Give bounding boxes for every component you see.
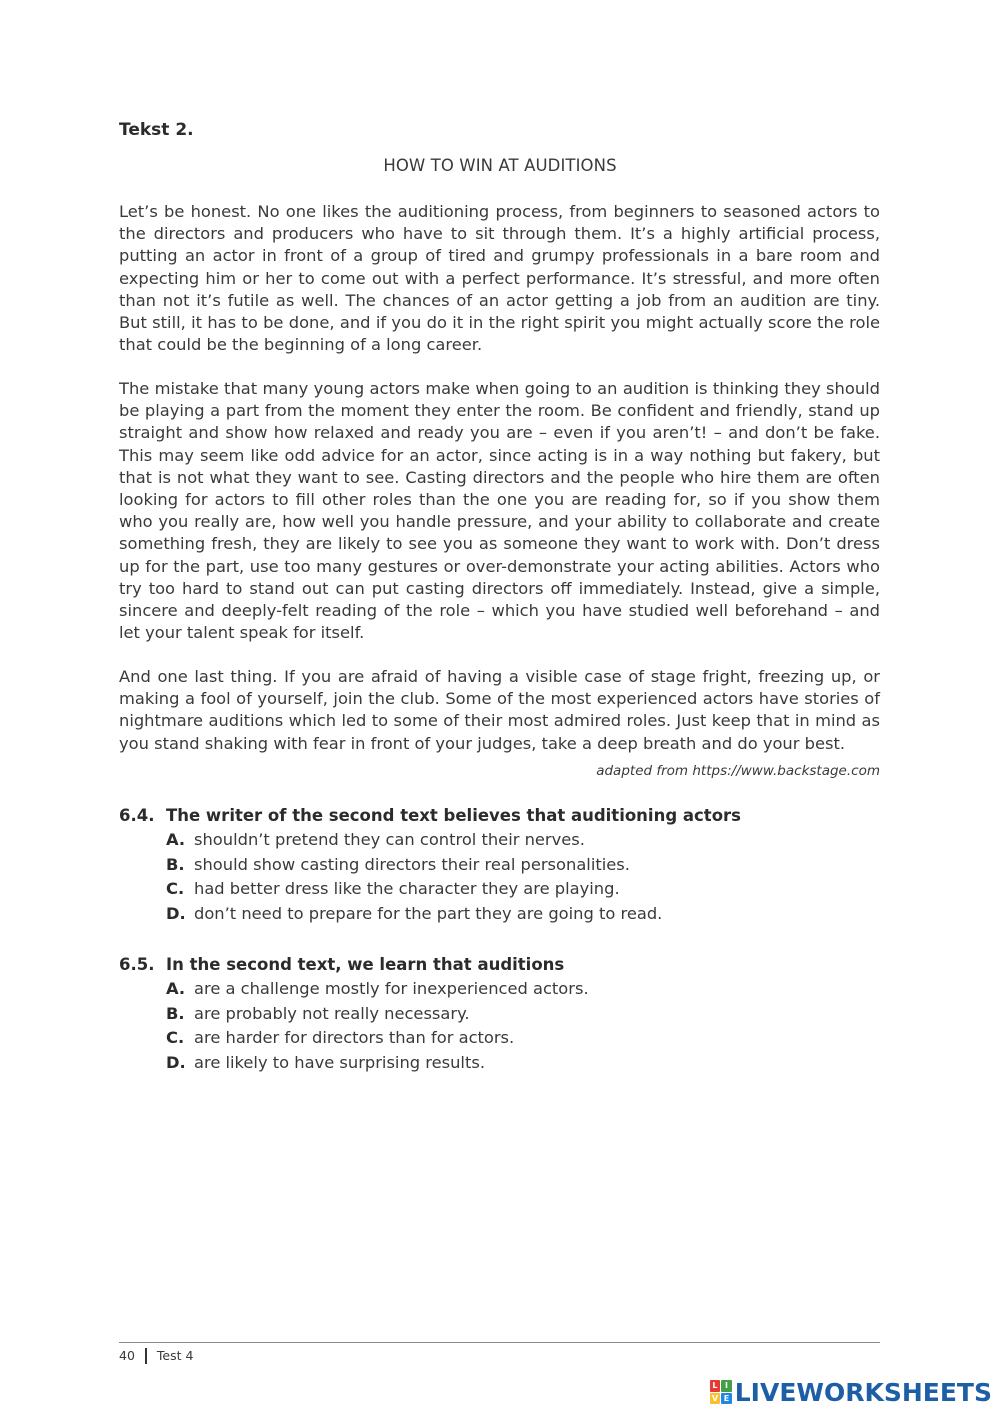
- option-text: are harder for directors than for actors.: [194, 1028, 515, 1047]
- option-letter: A.: [166, 830, 186, 849]
- question-6-5: [119, 952, 899, 1075]
- option-letter: B.: [166, 854, 185, 874]
- footer-separator: [145, 1348, 147, 1364]
- footer-divider: [119, 1342, 880, 1343]
- test-label: Test 4: [156, 1348, 194, 1363]
- option-text: shouldn’t pretend they can control their nerves.: [194, 830, 585, 849]
- answer-options: [119, 828, 899, 926]
- option-text: had better dress like the character they are playing.: [194, 879, 620, 898]
- paragraph-2: The mistake that many young actors make when going to an audition is thinking they should be playing a part from the moment they enter the room. Be confident and friendly, stand up straight and show how relaxed and ready you are – even if you aren’t! – and don’t be fake. This may seem like odd advice for an actor, since acting is in a way nothing but fakery, but that is not what they want to see. Casting directors and the people who hire them are often looking for actors to fill other roles than the one you are reading for, so if you show them who you really are, how well you handle pressure, and your ability to collaborate and create something fresh, they are likely to see you as someone they want to work with. Don’t dress up for the part, use too many gestures or over-demonstrate your acting abilities. Actors who try too hard to stand out can put casting directors off immediately. Instead, give a simple, sincere and deeply-felt reading of the role – which you have studied well beforehand – and let your talent speak for itself.: [119, 379, 880, 643]
- liveworksheets-logo[interactable]: [710, 1377, 992, 1407]
- option-text: don’t need to prepare for the part they are going to read.: [194, 903, 663, 923]
- option-d[interactable]: [166, 902, 899, 927]
- logo-letter: E: [721, 1393, 732, 1405]
- paragraph-3: And one last thing. If you are afraid of having a visible case of stage fright, freezing up, or making a fool of yourself, join the club. Some of the most experienced actors have stories of nightmare auditions which led to some of their most admired roles. Just keep that in mind as you stand shaking with fear in front of your judges, take a deep breath and do your best.: [119, 667, 880, 753]
- option-c[interactable]: [166, 1026, 899, 1051]
- logo-letter: V: [710, 1393, 721, 1405]
- question-stem: [119, 803, 899, 828]
- option-d[interactable]: [166, 1051, 899, 1076]
- section-label: Tekst 2.: [119, 120, 194, 140]
- source-attribution: adapted from https://www.backstage.com: [596, 763, 880, 779]
- question-stem: [119, 952, 899, 977]
- option-text: are a challenge mostly for inexperienced actors.: [194, 979, 589, 998]
- question-text: The writer of the second text believes that auditioning actors: [166, 806, 741, 825]
- option-a[interactable]: [166, 828, 899, 853]
- page-footer: [119, 1348, 193, 1364]
- brand-name: LIVEWORKSHEETS: [734, 1377, 992, 1407]
- option-letter: D.: [166, 903, 186, 923]
- option-text: are likely to have surprising results.: [194, 1052, 485, 1072]
- question-number: 6.5.: [119, 955, 155, 974]
- live-logo-icon: [710, 1380, 732, 1404]
- text-title: HOW TO WIN AT AUDITIONS: [383, 156, 617, 175]
- option-a[interactable]: [166, 977, 899, 1002]
- option-letter: C.: [166, 879, 185, 898]
- logo-letter: I: [721, 1380, 732, 1392]
- page-number: 40: [119, 1348, 135, 1363]
- option-letter: B.: [166, 1003, 185, 1023]
- option-b[interactable]: [166, 853, 899, 878]
- question-text: In the second text, we learn that auditions: [166, 955, 565, 974]
- option-letter: C.: [166, 1028, 185, 1047]
- option-letter: D.: [166, 1052, 186, 1072]
- option-b[interactable]: [166, 1002, 899, 1027]
- option-c[interactable]: [166, 877, 899, 902]
- question-6-4: [119, 803, 899, 926]
- option-text: are probably not really necessary.: [194, 1003, 470, 1023]
- option-text: should show casting directors their real personalities.: [194, 854, 630, 874]
- paragraph-1: Let’s be honest. No one likes the auditioning process, from beginners to seasoned actors to the directors and producers who have to sit through them. It’s a highly artificial process, putting an actor in front of a group of tired and grumpy professionals in a bare room and expecting him or her to come out with a perfect performance. It’s stressful, and more often than not it’s futile as well. The chances of an actor getting a job from an audition are tiny. But still, it has to be done, and if you do it in the right spirit you might actually score the role that could be the beginning of a long career.: [119, 202, 880, 355]
- option-letter: A.: [166, 979, 186, 998]
- question-number: 6.4.: [119, 806, 155, 825]
- answer-options: [119, 977, 899, 1075]
- logo-letter: L: [710, 1380, 721, 1392]
